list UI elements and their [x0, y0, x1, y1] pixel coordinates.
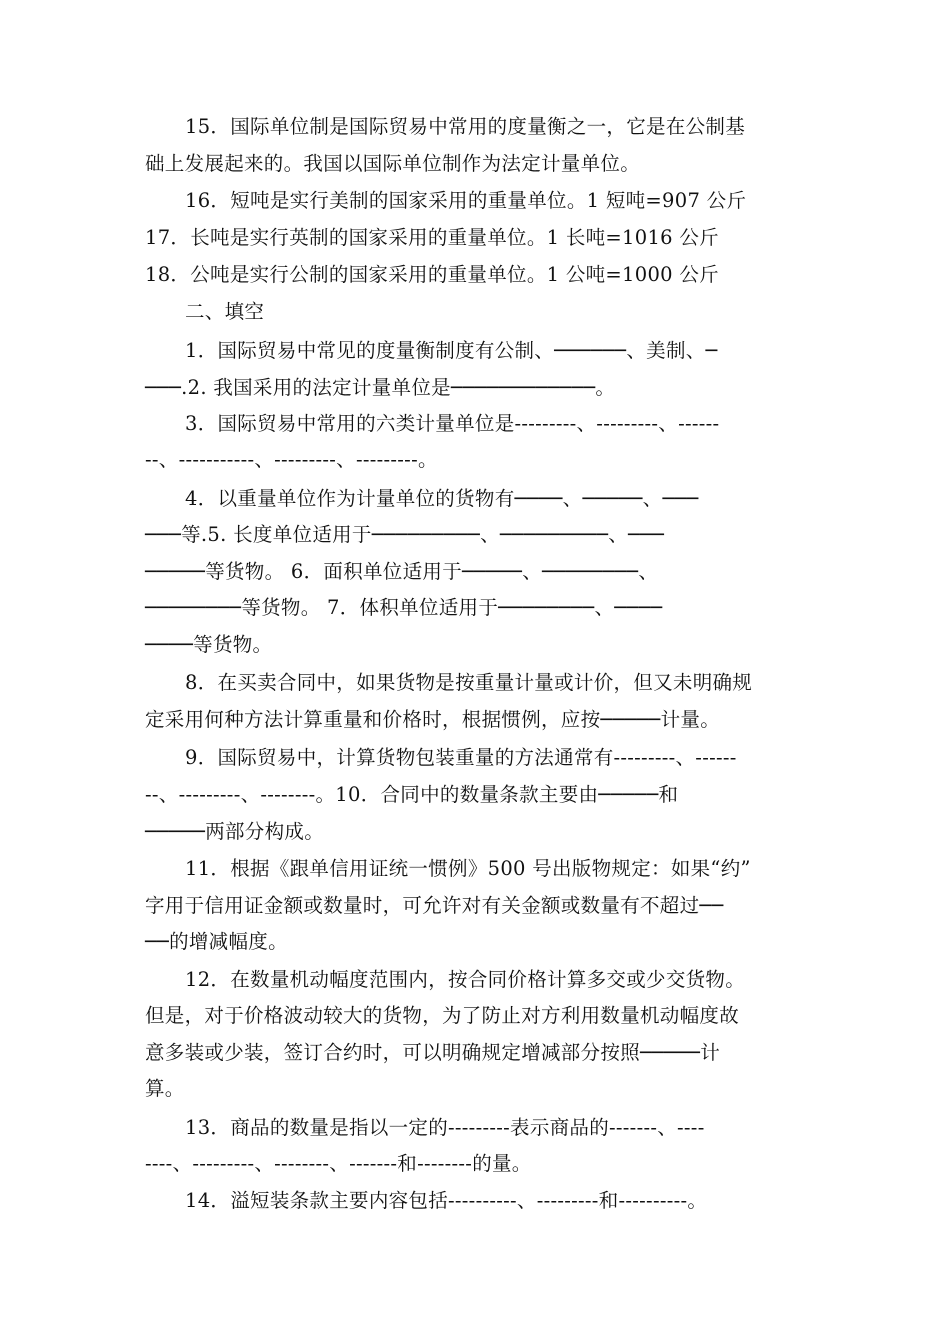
text-line: --、-----------、---------、---------。 [145, 448, 438, 471]
text-line: 算。 [145, 1077, 185, 1100]
text-line: 4．以重量单位作为计量单位的货物有────、─────、─── [185, 487, 699, 510]
text-line: 8．在买卖合同中，如果货物是按重量计量或计价，但又未明确规 [185, 671, 753, 694]
text-line: 15．国际单位制是国际贸易中常用的度量衡之一，它是在公制基 [185, 115, 746, 138]
text-line: 13．商品的数量是指以一定的---------表示商品的-------、---- [185, 1116, 705, 1139]
section-heading: 二、填空 [185, 300, 265, 323]
text-line: 17．长吨是实行英制的国家采用的重量单位。1 长吨=1016 公斤 [145, 226, 719, 249]
text-line: 定采用何种方法计算重量和价格时，根据惯例，应按─────计量。 [145, 708, 720, 731]
text-line: ───.2. 我国采用的法定计量单位是────────────。 [145, 376, 616, 399]
text-line: 但是，对于价格波动较大的货物，为了防止对方利用数量机动幅度故 [145, 1004, 740, 1027]
text-line: 16．短吨是实行美制的国家采用的重量单位。1 短吨=907 公斤 [185, 189, 747, 212]
text-line: 12．在数量机动幅度范围内，按合同价格计算多交或少交货物。 [185, 968, 746, 991]
text-line: 1．国际贸易中常见的度量衡制度有公制、──────、美制、─ [185, 339, 718, 362]
text-line: ───等.5. 长度单位适用于─────────、─────────、─── [145, 523, 665, 546]
text-line: ──的增减幅度。 [145, 930, 288, 953]
text-line: 础上发展起来的。我国以国际单位制作为法定计量单位。 [145, 152, 641, 175]
text-line: 9．国际贸易中，计算货物包装重量的方法通常有---------、------ [185, 746, 737, 769]
text-line: 18．公吨是实行公制的国家采用的重量单位。1 公吨=1000 公斤 [145, 263, 719, 286]
text-line: ─────等货物。 6．面积单位适用于─────、────────、 [145, 560, 659, 583]
text-line: ────────等货物。 7．体积单位适用于────────、──── [145, 596, 663, 619]
text-line: 14．溢短装条款主要内容包括----------、---------和----------。 [185, 1189, 708, 1212]
text-line: ----、---------、--------、-------和--------的量。 [145, 1152, 532, 1175]
text-line: 字用于信用证金额或数量时，可允许对有关金额或数量有不超过── [145, 894, 724, 917]
text-line: --、---------、--------。10．合同中的数量条款主要由─────和 [145, 783, 679, 806]
text-line: ─────两部分构成。 [145, 820, 324, 843]
text-line: 意多装或少装，签订合约时，可以明确规定增减部分按照─────计 [145, 1041, 720, 1064]
text-line: 11．根据《跟单信用证统一惯例》500 号出版物规定：如果“约” [185, 857, 751, 880]
text-line: 3．国际贸易中常用的六类计量单位是---------、---------、------ [185, 412, 720, 435]
text-line: ────等货物。 [145, 633, 273, 656]
